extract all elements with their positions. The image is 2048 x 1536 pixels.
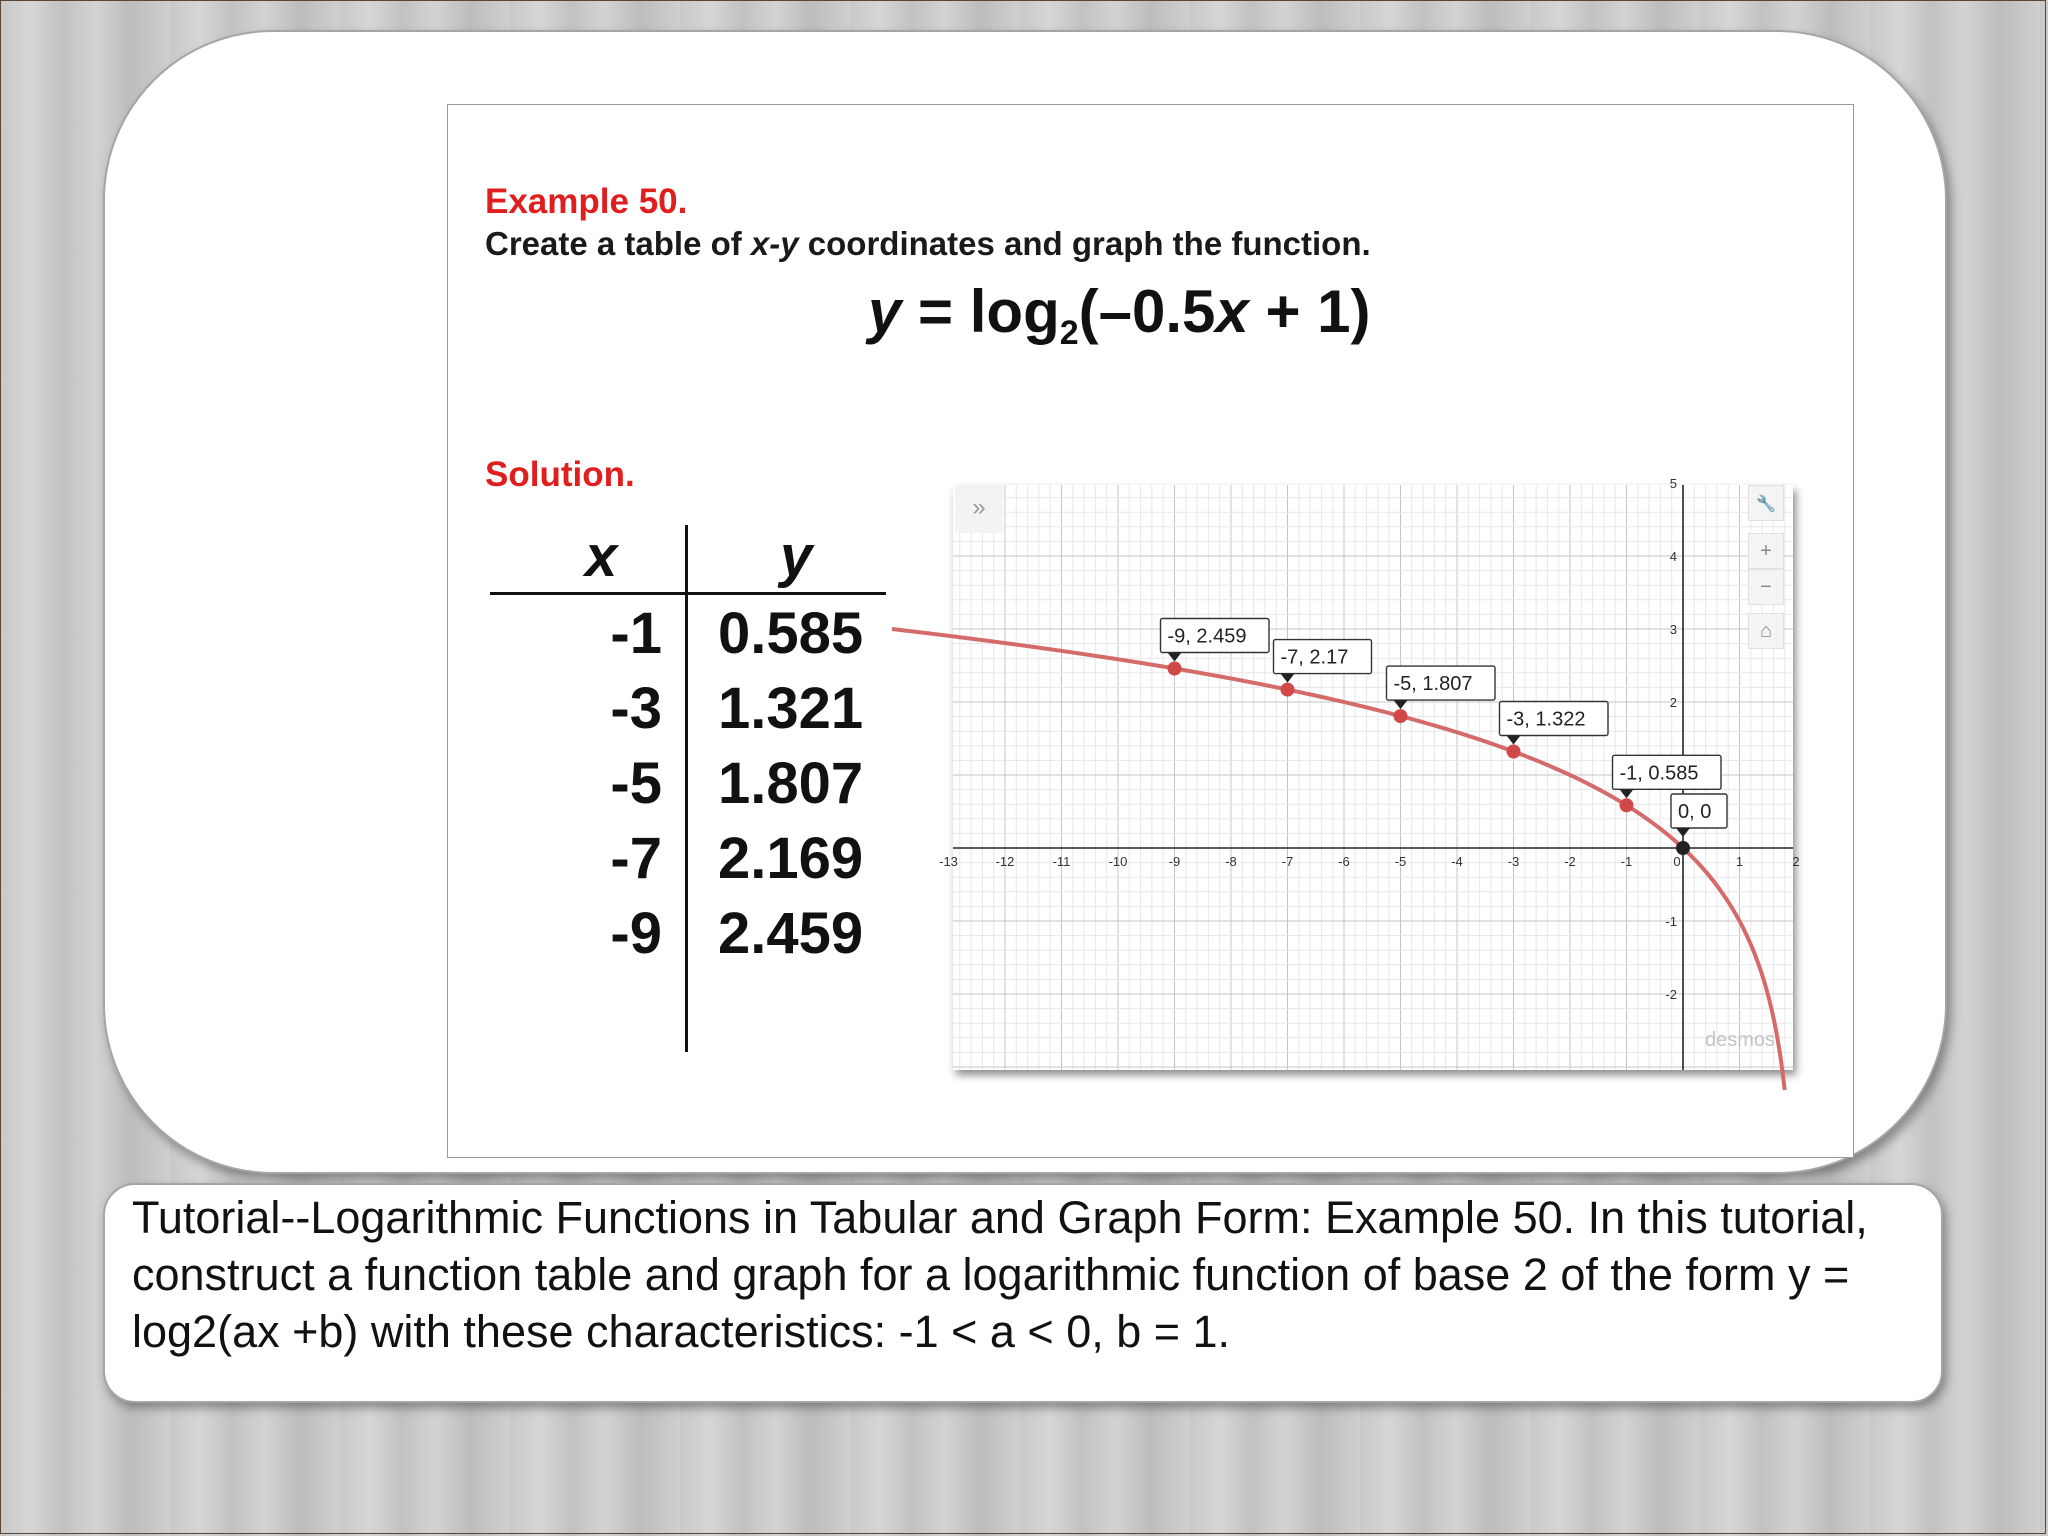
x-tick-label: -10 bbox=[1108, 854, 1128, 869]
y-tick-label: 5 bbox=[1669, 476, 1677, 491]
table-cell-x: -5 bbox=[610, 751, 662, 816]
double-chevron-right-icon: » bbox=[972, 494, 986, 521]
solution-label: Solution. bbox=[485, 455, 635, 494]
x-tick-label: -11 bbox=[1052, 854, 1071, 869]
caption-box bbox=[103, 1183, 1943, 1403]
table-header-y: y bbox=[780, 524, 813, 589]
table-cell-x: -1 bbox=[610, 601, 662, 666]
x-tick-label: -9 bbox=[1168, 854, 1181, 869]
zoom-in-icon: + bbox=[1760, 540, 1772, 562]
zoom-in-button[interactable] bbox=[1748, 533, 1784, 569]
y-tick-label: -2 bbox=[1665, 987, 1677, 1002]
data-point bbox=[1620, 798, 1634, 812]
data-point bbox=[1676, 841, 1690, 855]
slide-card bbox=[103, 30, 1947, 1174]
graph-canvas[interactable] bbox=[939, 476, 1800, 1070]
x-tick-label: 0 bbox=[1673, 854, 1681, 869]
example-title: Example 50. bbox=[485, 182, 688, 221]
desmos-graph[interactable] bbox=[939, 476, 1800, 1070]
table-cell-y: 2.169 bbox=[718, 826, 864, 891]
x-tick-label: 1 bbox=[1735, 854, 1744, 869]
data-point bbox=[1394, 709, 1408, 723]
x-tick-label: -6 bbox=[1338, 854, 1350, 869]
table-cell-y: 2.459 bbox=[718, 901, 864, 966]
table-header-x: x bbox=[585, 524, 618, 589]
xy-table bbox=[490, 525, 888, 1055]
x-tick-label: -1 bbox=[1620, 854, 1633, 869]
x-tick-label: -4 bbox=[1451, 854, 1463, 869]
home-icon: ⌂ bbox=[1759, 620, 1773, 642]
table-divider-horizontal bbox=[490, 592, 886, 595]
equation-part: y bbox=[868, 278, 902, 345]
zoom-out-button[interactable] bbox=[1748, 569, 1784, 605]
instruction-text bbox=[485, 225, 1371, 263]
equation-part: + 1) bbox=[1248, 278, 1371, 345]
equation-part: (–0.5 bbox=[1078, 278, 1216, 345]
point-label-pointer bbox=[1507, 735, 1521, 744]
point-label-pointer bbox=[1620, 789, 1634, 798]
x-tick-label: -2 bbox=[1564, 854, 1576, 869]
y-tick-label: 3 bbox=[1669, 622, 1677, 637]
table-cell-y: 0.585 bbox=[718, 601, 864, 666]
table-cell-x: -9 bbox=[610, 901, 662, 966]
table-cell-x: -7 bbox=[610, 826, 662, 891]
point-label-pointer bbox=[1168, 652, 1182, 661]
x-tick-label: -7 bbox=[1281, 854, 1294, 869]
x-tick-label: -3 bbox=[1507, 854, 1520, 869]
table-cell-y: 1.321 bbox=[718, 676, 864, 741]
data-point bbox=[1281, 683, 1295, 697]
data-point bbox=[1507, 744, 1521, 758]
x-tick-label: -8 bbox=[1225, 854, 1237, 869]
instruction-part-italic: x-y bbox=[750, 225, 799, 262]
collapse-panel-button[interactable] bbox=[955, 485, 1003, 533]
y-tick-label: -1 bbox=[1665, 914, 1677, 929]
table-cell-x: -3 bbox=[610, 676, 662, 741]
table-cell-y: 1.807 bbox=[718, 751, 864, 816]
y-tick-label: 2 bbox=[1669, 695, 1677, 710]
table-divider-vertical bbox=[685, 525, 688, 1052]
x-tick-label: 2 bbox=[1792, 854, 1800, 869]
y-tick-label: 4 bbox=[1669, 549, 1677, 564]
x-tick-label: -5 bbox=[1394, 854, 1407, 869]
settings-button[interactable] bbox=[1748, 485, 1784, 521]
point-label-text: -5, 1.807 bbox=[1393, 673, 1473, 696]
function-equation bbox=[868, 277, 1371, 353]
x-tick-label: -12 bbox=[995, 854, 1015, 869]
caption-text: Tutorial--Logarithmic Functions in Tabular and Graph Form: Example 50. In this tutorial, construct a function table and graph for a logarithmic function of base 2 of the form y = log2(ax +b) with these characteristics: -1 < a < 0, b = 1. bbox=[132, 1192, 1868, 1357]
data-point bbox=[1168, 661, 1182, 675]
x-tick-label: -13 bbox=[939, 854, 958, 869]
desmos-watermark: desmos bbox=[1705, 1029, 1776, 1051]
instruction-part: coordinates and graph the function. bbox=[798, 225, 1371, 262]
equation-base: 2 bbox=[1059, 314, 1079, 352]
point-label-pointer bbox=[1394, 700, 1408, 709]
equation-part: = log bbox=[901, 278, 1060, 345]
point-label-text: -7, 2.17 bbox=[1280, 646, 1349, 669]
point-label-text: 0, 0 bbox=[1678, 801, 1712, 823]
home-button[interactable] bbox=[1748, 613, 1784, 649]
point-label-text: -9, 2.459 bbox=[1167, 625, 1247, 648]
instruction-part: Create a table of bbox=[485, 225, 751, 262]
slide-content bbox=[447, 104, 1854, 1158]
point-label-text: -3, 1.322 bbox=[1506, 708, 1586, 731]
point-label-pointer bbox=[1281, 674, 1295, 683]
point-label-pointer bbox=[1676, 828, 1690, 837]
wrench-icon: 🔧 bbox=[1756, 496, 1776, 513]
point-label-text: -1, 0.585 bbox=[1619, 762, 1699, 785]
equation-part: x bbox=[1215, 278, 1249, 345]
zoom-out-icon: − bbox=[1760, 576, 1772, 598]
